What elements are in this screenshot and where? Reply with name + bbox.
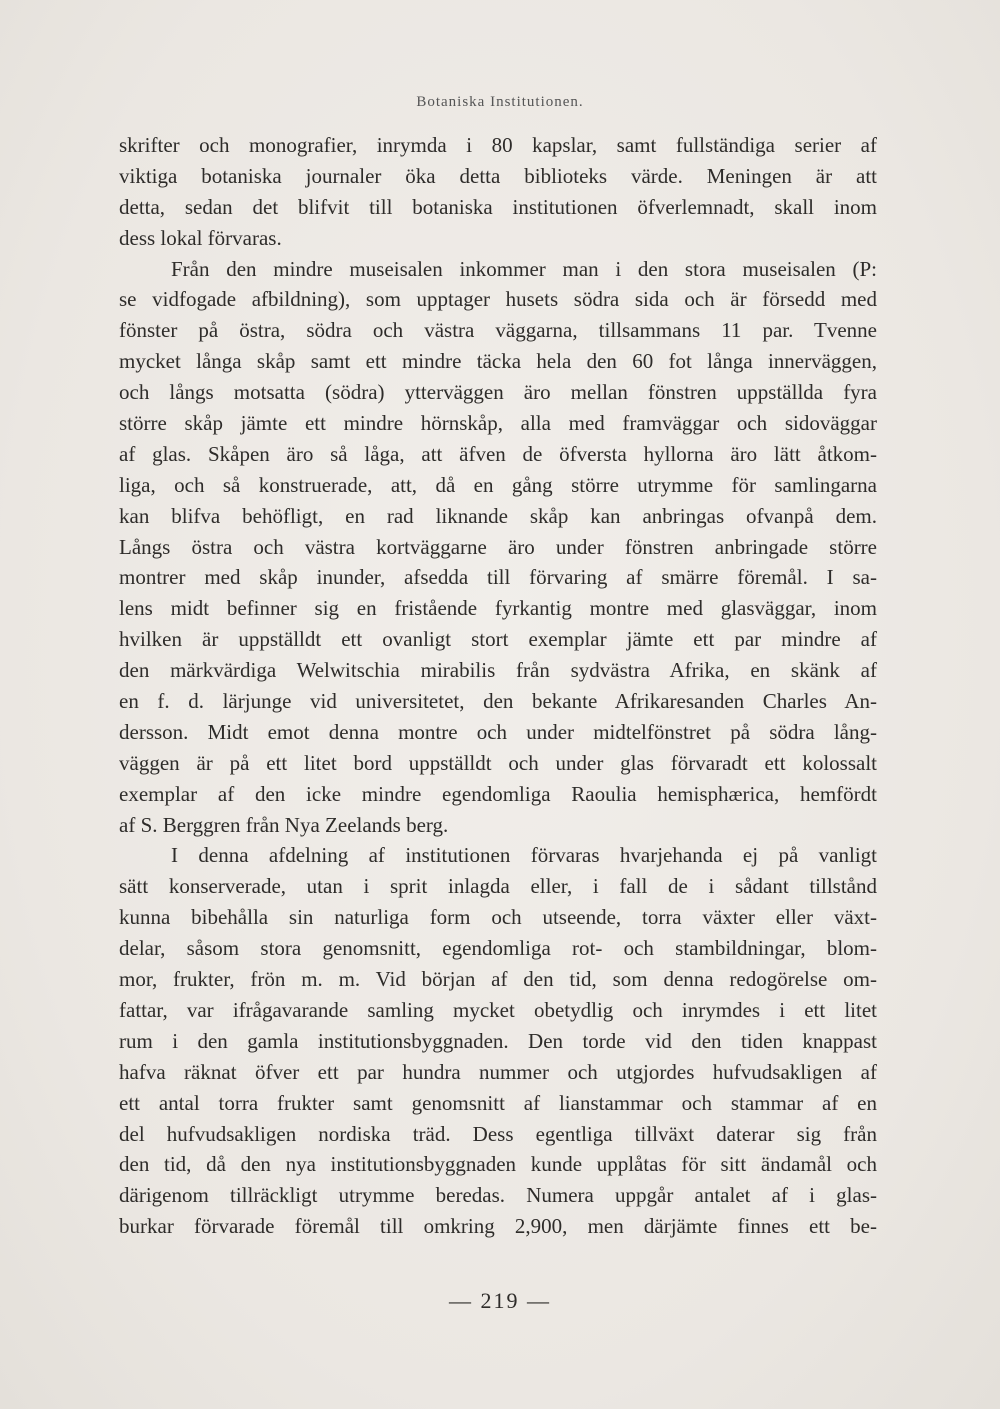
text-line: därigenom tillräckligt utrymme beredas. Numera uppgår antalet af i glas- xyxy=(119,1183,877,1208)
text-line: liga, och så konstruerade, att, då en gång större utrymme för samlingarna xyxy=(119,472,877,497)
text-line: mycket långa skåp samt ett mindre täcka hela den 60 fot långa innerväggen, xyxy=(119,349,877,374)
text-line: del hufvudsakligen nordiska träd. Dess egentliga tillväxt daterar sig från xyxy=(119,1121,877,1146)
text-line: fönster på östra, södra och västra väggarna, tillsammans 11 par. Tvenne xyxy=(119,318,877,343)
text-line: af S. Berggren från Nya Zeelands berg. xyxy=(119,812,449,837)
text-line: Från den mindre museisalen inkommer man i den stora museisalen (P: xyxy=(171,256,877,281)
text-line: montrer med skåp inunder, afsedda till förvaring af smärre föremål. I sa- xyxy=(119,565,877,590)
text-line: hafva räknat öfver ett par hundra nummer och utgjordes hufvudsakligen af xyxy=(119,1059,877,1084)
text-line: fattar, var ifrågavarande samling mycket obetydlig och inrymdes i ett litet xyxy=(119,997,877,1022)
text-line: väggen är på ett litet bord uppställdt och under glas förvaradt ett kolossalt xyxy=(119,750,877,775)
text-line: skrifter och monografier, inrymda i 80 kapslar, samt fullständiga serier af xyxy=(119,133,877,157)
text-line: se vidfogade afbildning), som upptager husets södra sida och är försedd med xyxy=(119,287,877,312)
text-line: kunna bibehålla sin naturliga form och utseende, torra växter eller växt- xyxy=(119,905,877,930)
text-line: ett antal torra frukter samt genomsnitt af lianstammar och stammar af en xyxy=(119,1090,877,1115)
page-number: — 219 — xyxy=(449,1288,551,1313)
text-line: af glas. Skåpen äro så låga, att äfven de öfversta hyllorna äro lätt åtkom- xyxy=(119,441,877,466)
text-line: I denna afdelning af institutionen förvaras hvarjehanda ej på vanligt xyxy=(171,843,877,868)
text-line: hvilken är uppställdt ett ovanligt stort exemplar jämte ett par mindre af xyxy=(119,627,877,652)
text-line: en f. d. lärjunge vid universitetet, den bekante Afrikaresanden Charles An- xyxy=(119,689,877,714)
text-line: dess lokal förvaras. xyxy=(119,225,282,250)
text-line: viktiga botaniska journaler öka detta biblioteks värde. Meningen är att xyxy=(119,163,877,188)
body-text xyxy=(119,130,877,1242)
text-line: delar, såsom stora genomsnitt, egendomliga rot- och stambildningar, blom- xyxy=(119,936,877,961)
text-line: och långs motsatta (södra) ytterväggen äro mellan fönstren uppställda fyra xyxy=(119,380,877,405)
text-line: rum i den gamla institutionsbyggnaden. Den torde vid den tiden knappast xyxy=(119,1028,877,1053)
text-line: mor, frukter, frön m. m. Vid början af den tid, som denna redogörelse om- xyxy=(119,967,877,992)
text-line: större skåp jämte ett mindre hörnskåp, alla med framväggar och sidoväggar xyxy=(119,411,877,436)
text-line: den märkvärdiga Welwitschia mirabilis från sydvästra Afrika, en skänk af xyxy=(119,658,877,683)
text-line: lens midt befinner sig en fristående fyrkantig montre med glasväggar, inom xyxy=(119,596,877,621)
text-line: sätt konserverade, utan i sprit inlagda eller, i fall de i sådant tillstånd xyxy=(119,874,877,899)
text-line: burkar förvarade föremål till omkring 2,900, men därjämte finnes ett be- xyxy=(119,1214,877,1239)
running-head: Botaniska Institutionen. xyxy=(416,94,584,110)
text-line: detta, sedan det blifvit till botaniska institutionen öfverlemnadt, skall inom xyxy=(119,194,877,219)
text-line: dersson. Midt emot denna montre och under midtelfönstret på södra lång- xyxy=(119,719,877,744)
text-line: den tid, då den nya institutionsbyggnaden kunde upplåtas för sitt ändamål och xyxy=(119,1152,877,1177)
text-line: exemplar af den icke mindre egendomliga Raoulia hemisphærica, hemfördt xyxy=(119,781,877,806)
text-line: Långs östra och västra kortväggarne äro under fönstren anbringade större xyxy=(119,534,877,559)
text-line: kan blifva behöfligt, en rad liknande skåp kan anbringas ofvanpå dem. xyxy=(119,503,877,528)
